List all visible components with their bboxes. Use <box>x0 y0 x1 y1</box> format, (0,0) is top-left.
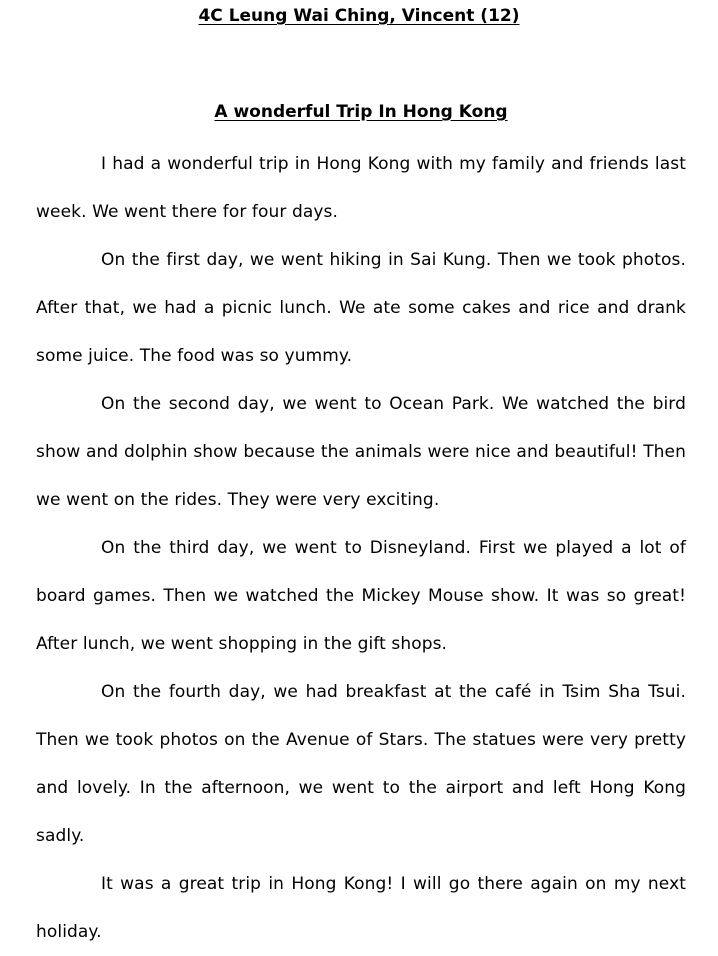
paragraph-day-two: On the second day, we went to Ocean Park. We watched the bird show and dolphin show because the animals were nice and beautiful! Then we went on the rides. They were very exciting. <box>36 394 686 510</box>
essay-body <box>36 140 686 956</box>
paragraph-day-four: On the fourth day, we had breakfast at the café in Tsim Sha Tsui. Then we took photos on the Avenue of Stars. The statues were very pretty and lovely. In the afternoon, we went to the airport and left Hong Kong sadly. <box>36 682 686 846</box>
author-line: 4C Leung Wai Ching, Vincent (12) <box>198 6 520 26</box>
paragraph-day-one: On the first day, we went hiking in Sai Kung. Then we took photos. After that, we had a picnic lunch. We ate some cakes and rice and drank some juice. The food was so yummy. <box>36 250 686 366</box>
paragraph-day-three: On the third day, we went to Disneyland. First we played a lot of board games. Then we watched the Mickey Mouse show. It was so great! After lunch, we went shopping in the gift shops. <box>36 538 686 654</box>
paragraph-intro: I had a wonderful trip in Hong Kong with my family and friends last week. We went there for four days. <box>36 154 686 222</box>
paragraph-conclusion: It was a great trip in Hong Kong! I will go there again on my next holiday. <box>36 874 686 942</box>
essay-title: A wonderful Trip In Hong Kong <box>214 102 508 122</box>
